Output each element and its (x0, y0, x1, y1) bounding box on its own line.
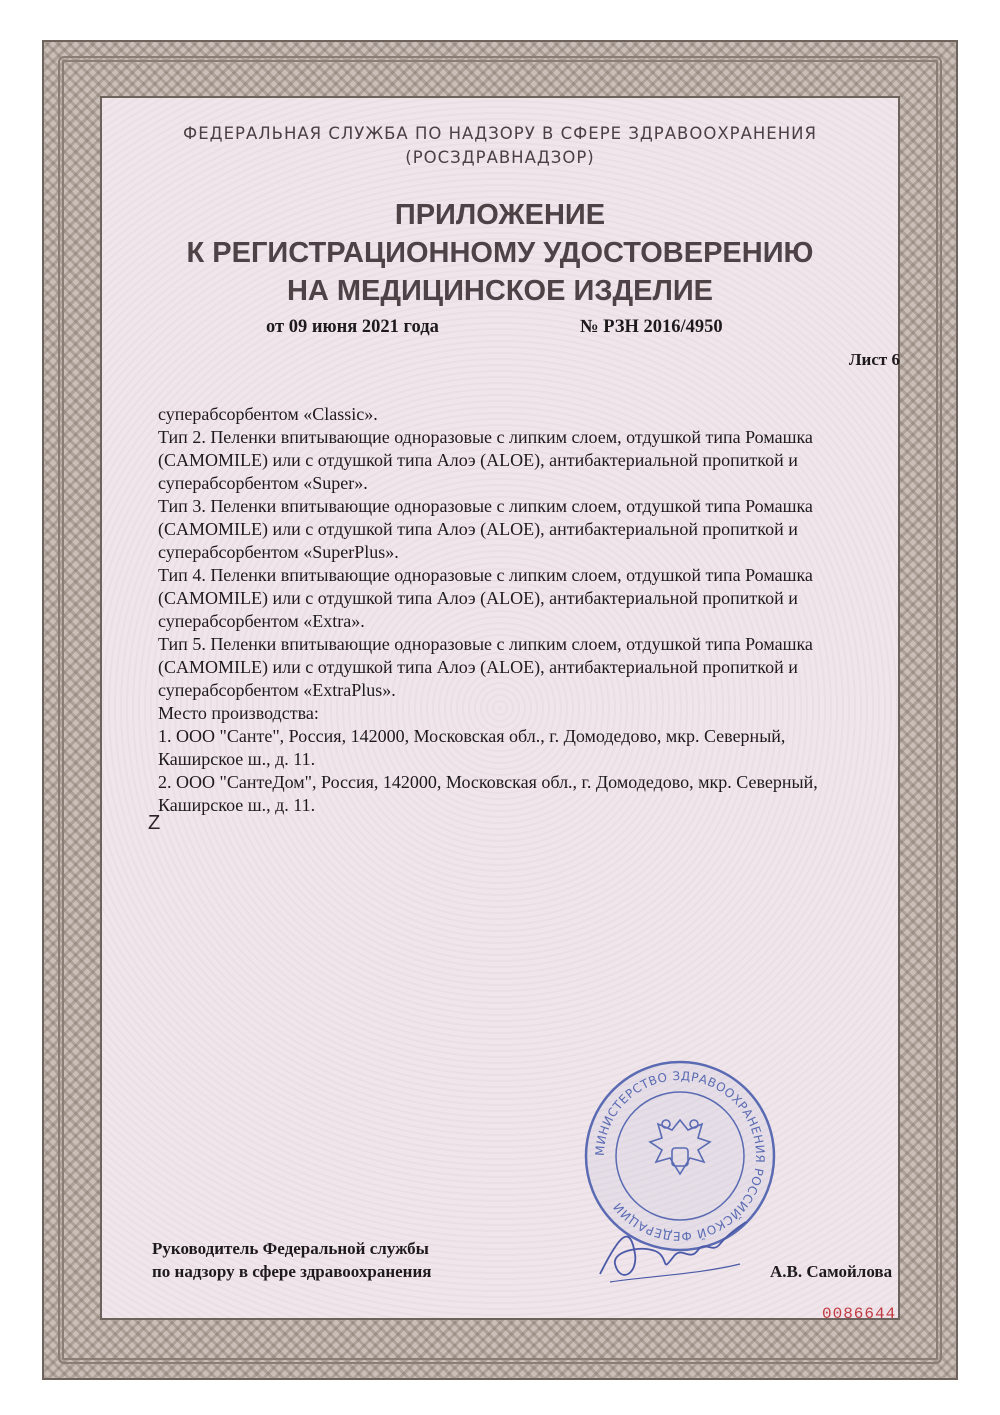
position-line-1: Руководитель Федеральной службы (152, 1239, 429, 1258)
body-line: Тип 3. Пеленки впитывающие одноразовые с липким слоем, отдушкой типа Ромашка (158, 496, 813, 516)
body-line: Тип 5. Пеленки впитывающие одноразовые с липким слоем, отдушкой типа Ромашка (158, 634, 813, 654)
body-line: суперабсорбентом «SuperPlus». (158, 542, 399, 562)
title-line-1: ПРИЛОЖЕНИЕ (394, 199, 606, 231)
agency-name: ФЕДЕРАЛЬНАЯ СЛУЖБА ПО НАДЗОРУ В СФЕРЕ ЗДРАВООХРАНЕНИЯ (183, 124, 817, 143)
agency-header (140, 122, 860, 170)
body-text (158, 403, 918, 817)
body-line: (CAMOMILE) или с отдушкой типа Алоэ (ALOE), антибактериальной пропиткой и (158, 588, 798, 608)
title-line-3: НА МЕДИЦИНСКОЕ ИЗДЕЛИЕ (286, 275, 714, 307)
stamp-ring-text: МИНИСТЕРСТВО ЗДРАВООХРАНЕНИЯ РОССИЙСКОЙ ФЕДЕРАЦИИ (592, 1068, 768, 1244)
body-line: суперабсорбентом «Classic». (158, 404, 378, 424)
registration-number: № РЗН 2016/4950 (580, 317, 723, 337)
body-line: (CAMOMILE) или с отдушкой типа Алоэ (ALOE), антибактериальной пропиткой и (158, 657, 798, 677)
body-line: (CAMOMILE) или с отдушкой типа Алоэ (ALOE), антибактериальной пропиткой и (158, 450, 798, 470)
agency-abbreviation: (РОСЗДРАВНАДЗОР) (405, 148, 595, 167)
handwritten-signature (590, 1214, 750, 1294)
position-line-2: по надзору в сфере здравоохранения (152, 1262, 432, 1281)
title-line-2: К РЕГИСТРАЦИОННОМУ УДОСТОВЕРЕНИЮ (186, 237, 814, 269)
form-serial-number: 0086644 (822, 1305, 897, 1323)
signatory-position (152, 1237, 431, 1283)
body-line: суперабсорбентом «Super». (158, 473, 368, 493)
body-line: суперабсорбентом «ExtraPlus». (158, 680, 396, 700)
sheet-number: Лист 6 (848, 350, 900, 369)
issue-date: от 09 июня 2021 года (266, 317, 439, 337)
body-line: Каширское ш., д. 11. (158, 749, 316, 769)
signatory-name: А.В. Самойлова (770, 1262, 893, 1281)
end-mark: Z (148, 812, 161, 834)
body-line: Каширское ш., д. 11. (158, 795, 316, 815)
body-line: Тип 2. Пеленки впитывающие одноразовые с липким слоем, отдушкой типа Ромашка (158, 427, 813, 447)
body-line: суперабсорбентом «Extra». (158, 611, 365, 631)
document-title (120, 196, 880, 310)
body-line: 2. ООО "СантеДом", Россия, 142000, Московская обл., г. Домодедово, мкр. Северный, (158, 772, 818, 792)
body-line: Тип 4. Пеленки впитывающие одноразовые с липким слоем, отдушкой типа Ромашка (158, 565, 813, 585)
body-line: 1. ООО "Санте", Россия, 142000, Московская обл., г. Домодедово, мкр. Северный, (158, 726, 786, 746)
body-line: (CAMOMILE) или с отдушкой типа Алоэ (ALOE), антибактериальной пропиткой и (158, 519, 798, 539)
body-line: Место производства: (158, 703, 319, 723)
